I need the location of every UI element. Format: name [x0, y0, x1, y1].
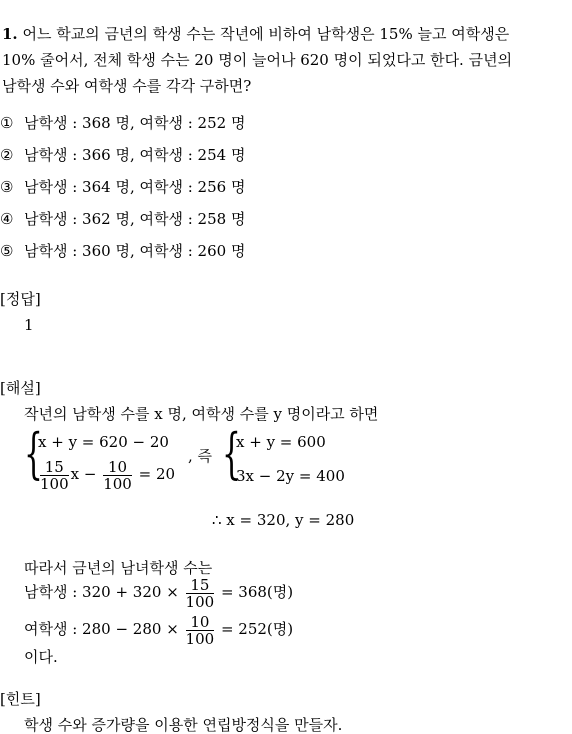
problem-text-1: 어느 학교의 금년의 학생 수는 작년에 비하여 남학생은 15% 늘고 여학생은 — [22, 25, 510, 43]
solution-paragraph: 따라서 금년의 남녀학생 수는 — [24, 559, 213, 577]
hint-label: [힌트] — [0, 690, 41, 708]
solution-label: [해설] — [0, 379, 41, 397]
choice-text: 남학생 : 362 명, 여학생 : 258 명 — [24, 210, 246, 228]
problem-line-2: 10% 줄어서, 전체 학생 수는 20 명이 늘어나 620 명이 되었다고 한다. 금년의 — [2, 51, 513, 69]
system2-eq2: 3x − 2y = 400 — [236, 467, 345, 485]
fraction — [103, 459, 132, 492]
problem-line-3: 남학생 수와 여학생 수를 각각 구하면? — [2, 77, 252, 95]
problem-number: 1. — [2, 25, 18, 43]
term: = 252(명) — [220, 620, 294, 638]
choice-mark: ③ — [0, 178, 14, 196]
solution-intro: 작년의 남학생 수를 x 명, 여학생 수를 y 명이라고 하면 — [24, 405, 379, 423]
answer-label: [정답] — [0, 290, 41, 308]
choice-mark: ① — [0, 114, 14, 132]
fraction — [40, 459, 69, 492]
term: = 368(명) — [220, 583, 294, 601]
problem-line-1 — [2, 25, 509, 43]
choice-2[interactable] — [0, 146, 245, 164]
connector: , 즉 — [188, 447, 213, 465]
answer-value: 1 — [24, 316, 34, 334]
boys-equation — [24, 572, 293, 612]
left-brace-1: { — [24, 422, 43, 485]
choice-mark: ④ — [0, 210, 14, 228]
term: x − — [70, 465, 97, 483]
hint-text: 학생 수와 증가량을 이용한 연립방정식을 만들자. — [24, 716, 343, 734]
girls-equation — [24, 609, 293, 649]
fraction-numerator: 10 — [103, 459, 132, 476]
term: 남학생 : 320 + 320 × — [24, 583, 179, 601]
system1-eq1: x + y = 620 − 20 — [38, 433, 169, 451]
choice-mark: ② — [0, 146, 14, 164]
choice-3[interactable] — [0, 178, 245, 196]
choice-4[interactable] — [0, 210, 245, 228]
fraction-denominator: 100 — [103, 474, 132, 493]
choice-5[interactable] — [0, 242, 245, 260]
system1-eq2 — [38, 456, 175, 492]
left-brace-2: { — [222, 422, 241, 485]
fraction — [186, 614, 215, 647]
fraction-numerator: 15 — [186, 577, 215, 594]
fraction-numerator: 15 — [40, 459, 69, 476]
system2-eq1: x + y = 600 — [236, 433, 326, 451]
choice-text: 남학생 : 360 명, 여학생 : 260 명 — [24, 242, 246, 260]
choice-text: 남학생 : 368 명, 여학생 : 252 명 — [24, 114, 246, 132]
term: = 20 — [138, 465, 176, 483]
choice-text: 남학생 : 366 명, 여학생 : 254 명 — [24, 146, 246, 164]
solution-end: 이다. — [24, 648, 58, 666]
fraction-denominator: 100 — [185, 629, 215, 648]
choice-text: 남학생 : 364 명, 여학생 : 256 명 — [24, 178, 246, 196]
therefore-line: ∴ x = 320, y = 280 — [212, 511, 355, 529]
fraction-denominator: 100 — [40, 474, 69, 493]
term: 여학생 : 280 − 280 × — [24, 620, 179, 638]
fraction — [186, 577, 215, 610]
choice-1[interactable] — [0, 114, 245, 132]
fraction-denominator: 100 — [185, 592, 215, 611]
choice-mark: ⑤ — [0, 242, 14, 260]
fraction-numerator: 10 — [186, 614, 215, 631]
